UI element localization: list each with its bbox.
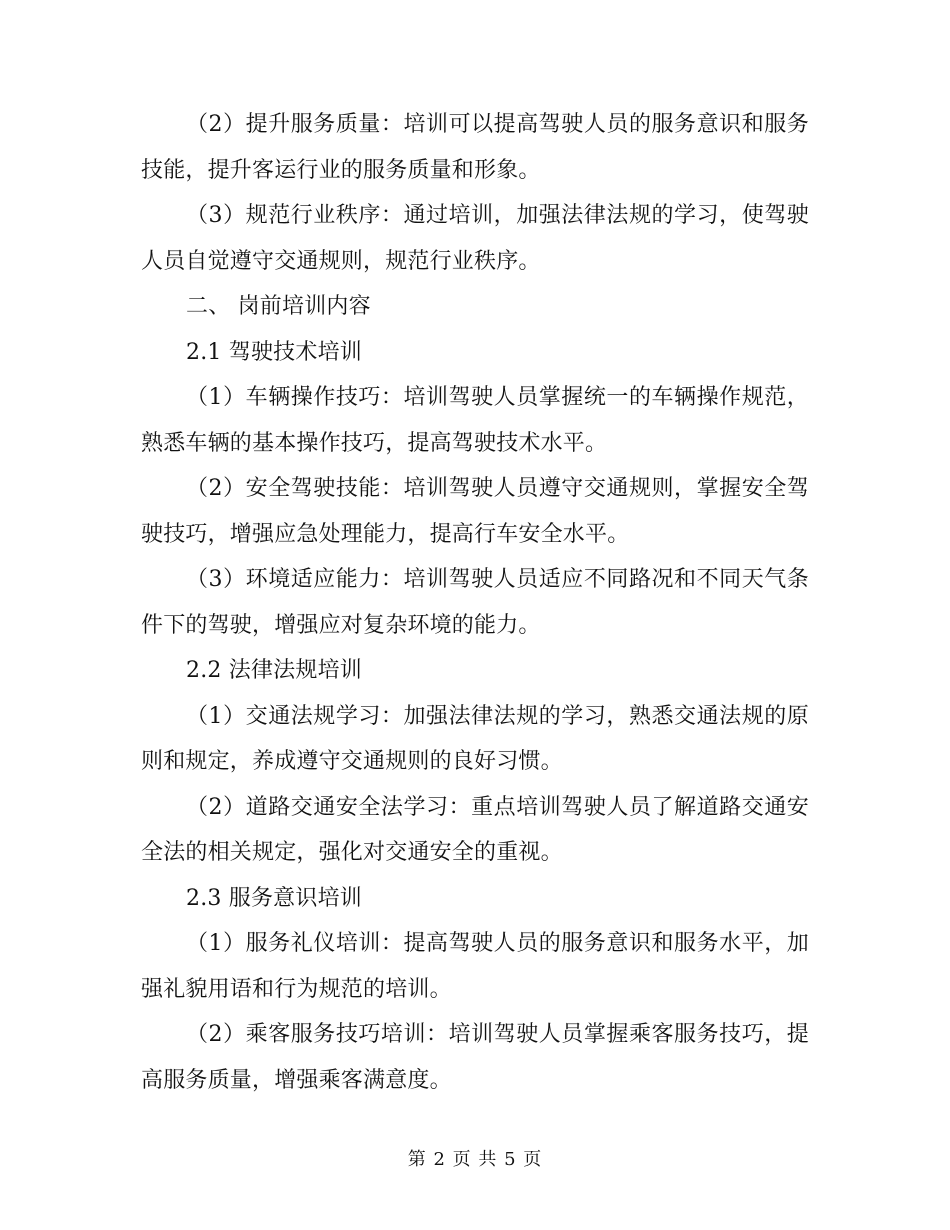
subsection-heading-driving-skills: 2.1 驾驶技术培训 [186,339,362,365]
section-heading-training-content: 二、 岗前培训内容 [186,294,371,319]
paragraph-road-safety-law: （2）道路交通安全法学习：重点培训驾驶人员了解道路交通安全法的相关规定，强化对交通安全的重视。 [141,794,809,865]
paragraph-service-etiquette: （1）服务礼仪培训：提高驾驶人员的服务意识和服务水平，加强礼貌用语和行为规范的培训。 [141,931,809,1002]
subsection-heading-service-awareness: 2.3 服务意识培训 [186,885,362,911]
document-body [141,102,809,1103]
paragraph-passenger-service: （2）乘客服务技巧培训：培训驾驶人员掌握乘客服务技巧，提高服务质量，增强乘客满意度。 [141,1022,809,1093]
paragraph-safe-driving: （2）安全驾驶技能：培训驾驶人员遵守交通规则，掌握安全驾驶技巧，增强应急处理能力，提高行车安全水平。 [141,476,809,547]
paragraph-industry-order: （3）规范行业秩序：通过培训，加强法律法规的学习，使驾驶人员自觉遵守交通规则，规范行业秩序。 [141,203,809,274]
paragraph-traffic-regulations: （1）交通法规学习：加强法律法规的学习，熟悉交通法规的原则和规定，养成遵守交通规则的良好习惯。 [141,703,809,774]
subsection-heading-laws: 2.2 法律法规培训 [186,658,362,683]
paragraph-environment-adaptation: （3）环境适应能力：培训驾驶人员适应不同路况和不同天气条件下的驾驶，增强应对复杂环境的能力。 [141,567,809,638]
paragraph-service-quality: （2）提升服务质量：培训可以提高驾驶人员的服务意识和服务技能，提升客运行业的服务质量和形象。 [141,112,809,183]
paragraph-vehicle-operation: （1）车辆操作技巧：培训驾驶人员掌握统一的车辆操作规范，熟悉车辆的基本操作技巧，提高驾驶技术水平。 [141,385,809,456]
page-number-footer: 第 2 页 共 5 页 [407,1149,543,1170]
